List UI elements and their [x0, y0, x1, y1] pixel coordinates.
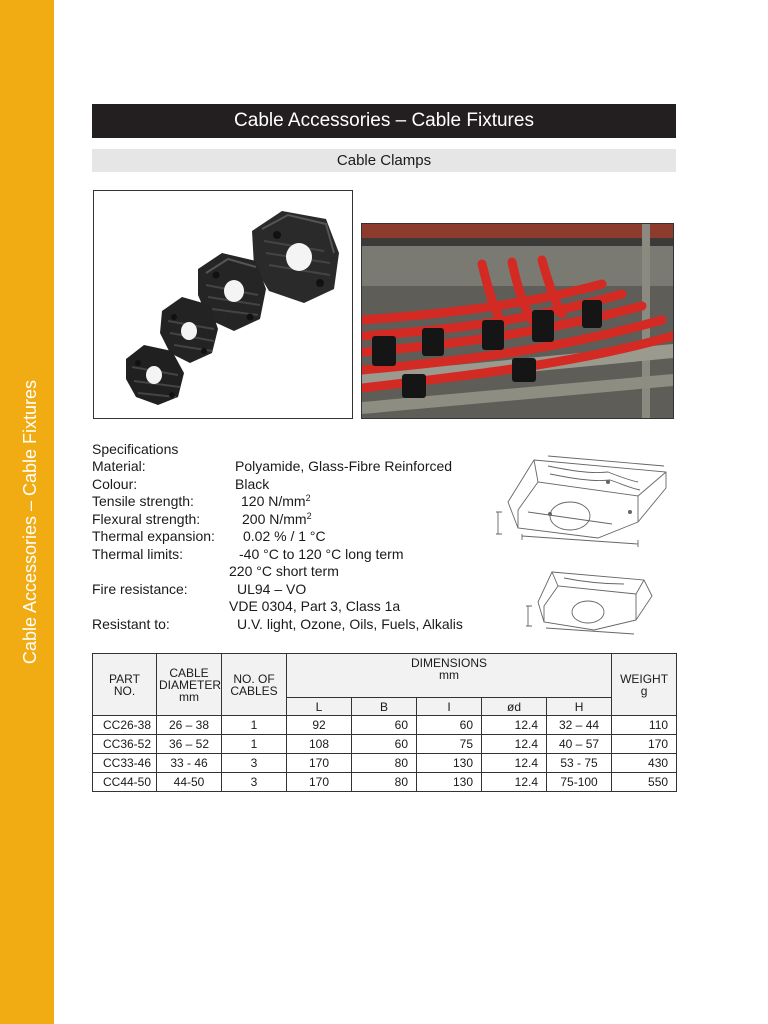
cell-cables: 3 — [222, 754, 287, 773]
header-dim-h: H — [547, 698, 612, 716]
cell-diameter: 44-50 — [157, 773, 222, 792]
header-weight — [612, 654, 677, 716]
header-dimensions — [287, 654, 612, 698]
page-title: Cable Accessories – Cable Fixtures — [92, 104, 676, 138]
cell-diameter: 26 – 38 — [157, 716, 222, 735]
spec-label-material: Material: — [92, 458, 146, 474]
header-cable-diameter — [157, 654, 222, 716]
cell-cables: 1 — [222, 735, 287, 754]
cell-part-no: CC33-46 — [93, 754, 157, 773]
cell-weight: 170 — [612, 735, 677, 754]
cell-od: 12.4 — [482, 735, 547, 754]
cell-l: 170 — [287, 773, 352, 792]
cell-b: 60 — [352, 735, 417, 754]
clamp-product-photo — [93, 190, 353, 419]
cell-l: 92 — [287, 716, 352, 735]
specs-heading: Specifications — [92, 441, 179, 457]
cell-h: 32 – 44 — [547, 716, 612, 735]
cable-installation-photo — [361, 223, 674, 419]
cell-part-no: CC26-38 — [93, 716, 157, 735]
cell-l: 108 — [287, 735, 352, 754]
spec-label-colour: Colour: — [92, 476, 138, 492]
cell-i: 60 — [417, 716, 482, 735]
spec-label-expansion: Thermal expansion: — [92, 528, 215, 544]
cell-b: 80 — [352, 754, 417, 773]
header-part-no — [93, 654, 157, 716]
spec-value-tensile-text: 120 N/mm — [241, 493, 306, 509]
header-dim-i: I — [417, 698, 482, 716]
spec-label-tensile: Tensile strength: — [92, 493, 194, 509]
spec-value-tensile-sup: 2 — [305, 493, 311, 503]
spec-value-flexural — [242, 511, 312, 529]
clamp-technical-drawing-large — [488, 452, 672, 548]
spec-value-material: Polyamide, Glass-Fibre Reinforced — [235, 458, 453, 474]
header-part-no-text: PART NO. — [109, 671, 140, 698]
cell-od: 12.4 — [482, 716, 547, 735]
spec-label-flexural: Flexural strength: — [92, 511, 201, 527]
spec-value-fire-2: VDE 0304, Part 3, Class 1a — [229, 598, 401, 614]
cell-cables: 1 — [222, 716, 287, 735]
cell-h: 75-100 — [547, 773, 612, 792]
spec-value-thermal-limits-2: 220 °C short term — [229, 563, 339, 579]
cell-h: 53 - 75 — [547, 754, 612, 773]
header-dimensions-text: DIMENSIONS mm — [411, 656, 488, 682]
table-row — [93, 716, 677, 735]
spec-value-resistant: U.V. light, Ozone, Oils, Fuels, Alkalis — [237, 616, 463, 632]
table-row — [93, 735, 677, 754]
header-dim-od: ød — [482, 698, 547, 716]
spec-label-resistant: Resistant to: — [92, 616, 170, 632]
cell-diameter: 33 - 46 — [157, 754, 222, 773]
cell-cables: 3 — [222, 773, 287, 792]
cell-i: 75 — [417, 735, 482, 754]
spec-label-thermal-limits: Thermal limits: — [92, 546, 184, 562]
header-weight-text: WEIGHT g — [620, 671, 669, 698]
cell-weight: 430 — [612, 754, 677, 773]
spec-value-thermal-limits: -40 °C to 120 °C long term — [239, 546, 404, 562]
header-no-of-cables-text: NO. OF CABLES — [230, 671, 278, 698]
header-dim-l: L — [287, 698, 352, 716]
spec-label-fire: Fire resistance: — [92, 581, 188, 597]
spec-value-expansion: 0.02 % / 1 °C — [243, 528, 326, 544]
spec-value-flexural-text: 200 N/mm — [242, 511, 307, 527]
cell-weight: 550 — [612, 773, 677, 792]
table-row — [93, 754, 677, 773]
spec-value-fire: UL94 – VO — [237, 581, 307, 597]
table-row — [93, 773, 677, 792]
cell-od: 12.4 — [482, 773, 547, 792]
cell-diameter: 36 – 52 — [157, 735, 222, 754]
cable-tray-illustration — [362, 224, 673, 418]
cell-i: 130 — [417, 754, 482, 773]
cell-b: 60 — [352, 716, 417, 735]
cell-od: 12.4 — [482, 754, 547, 773]
spec-value-tensile — [241, 493, 311, 511]
header-cable-diameter-text: CABLE DIAMETER mm — [159, 665, 222, 704]
cell-h: 40 – 57 — [547, 735, 612, 754]
spec-value-flexural-sup: 2 — [306, 511, 312, 521]
header-dim-b: B — [352, 698, 417, 716]
cell-i: 130 — [417, 773, 482, 792]
cell-weight: 110 — [612, 716, 677, 735]
clamp-technical-drawing-small — [524, 566, 664, 636]
section-subtitle: Cable Clamps — [92, 149, 676, 172]
clamp-product-illustration — [94, 191, 352, 418]
spec-value-colour: Black — [235, 476, 270, 492]
cell-l: 170 — [287, 754, 352, 773]
header-no-of-cables — [222, 654, 287, 716]
sidebar-band — [0, 0, 54, 1024]
cell-part-no: CC44-50 — [93, 773, 157, 792]
cell-b: 80 — [352, 773, 417, 792]
sidebar-vertical-title: Cable Accessories – Cable Fixtures — [20, 379, 40, 665]
dimensions-table — [92, 653, 677, 792]
cell-part-no: CC36-52 — [93, 735, 157, 754]
